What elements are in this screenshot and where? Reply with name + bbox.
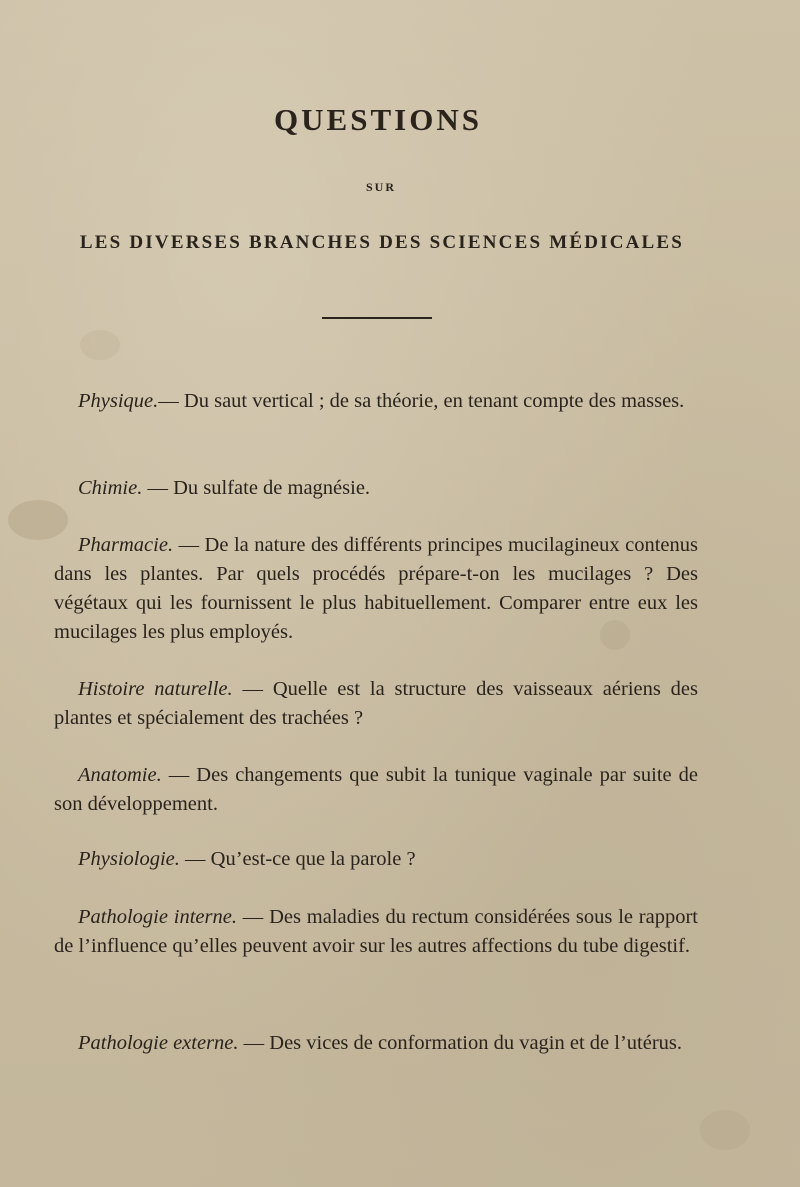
paper-stain (80, 330, 120, 360)
section-chimie (54, 474, 698, 503)
section-label: Pathologie interne. (78, 906, 237, 928)
section-label: Pharmacie. (78, 534, 174, 556)
section-text: — Du sulfate de magnésie. (142, 477, 371, 499)
section-physiologie (54, 845, 698, 874)
section-label: Physiologie. (78, 848, 180, 870)
section-label: Pathologie externe. (78, 1032, 239, 1054)
section-physique (54, 387, 698, 416)
section-histoire-naturelle (54, 675, 698, 733)
section-label: Histoire naturelle. (78, 678, 233, 700)
section-label: Physique. (78, 390, 159, 412)
section-pathologie-externe (54, 1029, 698, 1058)
section-pathologie-interne (54, 903, 698, 961)
title-connector: SUR (365, 180, 396, 194)
page-subtitle: LES DIVERSES BRANCHES DES SCIENCES MÉDICALES (79, 232, 685, 253)
section-text: — Qu’est-ce que la parole ? (179, 848, 416, 870)
paper-stain (700, 1110, 750, 1150)
section-pharmacie (54, 531, 698, 647)
section-label: Chimie. (78, 477, 143, 499)
section-text: — Du saut vertical ; de sa théorie, en tenant compte des masses. (158, 390, 685, 412)
section-text: — Des maladies du rectum considérées sous le rapport de l’influence qu’elles peuvent avoir sur les autres affections du tube digestif. (54, 906, 698, 957)
page-title: QUESTIONS (274, 102, 482, 137)
section-text: — De la nature des différents principes mucilagineux contenus dans les plantes. Par quels procédés prépare-t-on les mucilages ? Des végétaux qui les fournissent le plus habituellement. Comparer entre eux les mucilages les plus employés. (54, 534, 698, 643)
section-anatomie (54, 761, 698, 819)
section-text: — Quelle est la structure des vaisseaux aériens des plantes et spécialement des trachées ? (54, 678, 699, 729)
title-divider (322, 317, 432, 319)
section-text: — Des vices de conformation du vagin et de l’utérus. (238, 1032, 683, 1054)
section-label: Anatomie. (78, 764, 162, 786)
section-text: — Des changements que subit la tunique vaginale par suite de son développement. (54, 764, 698, 815)
